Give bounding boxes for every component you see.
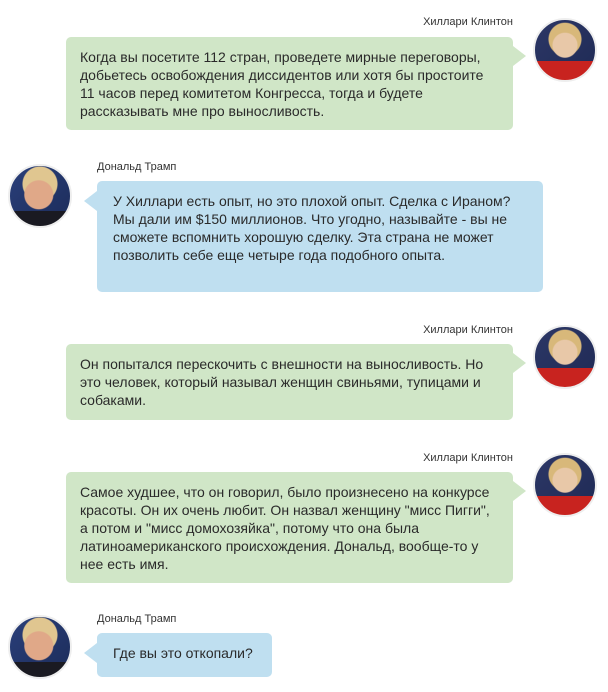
message-bubble	[66, 37, 513, 130]
bubble-tail	[84, 643, 97, 663]
message-bubble	[66, 344, 513, 420]
message-text: Самое худшее, что он говорил, было произнесено на конкурсе красоты. Он их очень любит. Он назвал женщину "мисс Пигги", а потом и "мисс домохозяйка", потому что она была латиноамериканского происхождения. Дональд, вообще-то у нее есть имя.	[80, 484, 490, 572]
donald-trump-avatar	[8, 164, 72, 228]
bubble-tail	[513, 353, 526, 373]
speaker-name: Дональд Трамп	[97, 613, 177, 625]
speaker-name: Хиллари Клинтон	[423, 452, 513, 464]
message-text: У Хиллари есть опыт, но это плохой опыт. Сделка с Ираном? Мы дали им $150 миллионов. Что угодно, называйте - вы не сможете вспомнить хорошую сделку. Эта страна не может позволить себе еще четыре года подобного опыта.	[113, 193, 511, 263]
hillary-clinton-avatar	[533, 453, 597, 517]
message-text: Где вы это откопали?	[113, 645, 253, 661]
bubble-tail	[513, 46, 526, 66]
hillary-clinton-avatar	[533, 325, 597, 389]
speaker-name: Хиллари Клинтон	[423, 16, 513, 28]
message-text: Когда вы посетите 112 стран, проведете мирные переговоры, добьетесь освобождения диссидентов или хотя бы простоите 11 часов перед комитетом Конгресса, тогда и будете рассказывать мне про выносливость.	[80, 49, 484, 119]
speaker-name: Дональд Трамп	[97, 161, 177, 173]
bubble-tail	[84, 191, 97, 211]
message-bubble	[97, 181, 543, 292]
hillary-clinton-avatar	[533, 18, 597, 82]
donald-trump-avatar	[8, 615, 72, 679]
bubble-tail	[513, 481, 526, 501]
speaker-name: Хиллари Клинтон	[423, 324, 513, 336]
message-text: Он попытался перескочить с внешности на выносливость. Но это человек, который называл женщин свиньями, тупицами и собаками.	[80, 356, 484, 408]
message-bubble	[66, 472, 513, 583]
message-bubble	[97, 633, 272, 677]
